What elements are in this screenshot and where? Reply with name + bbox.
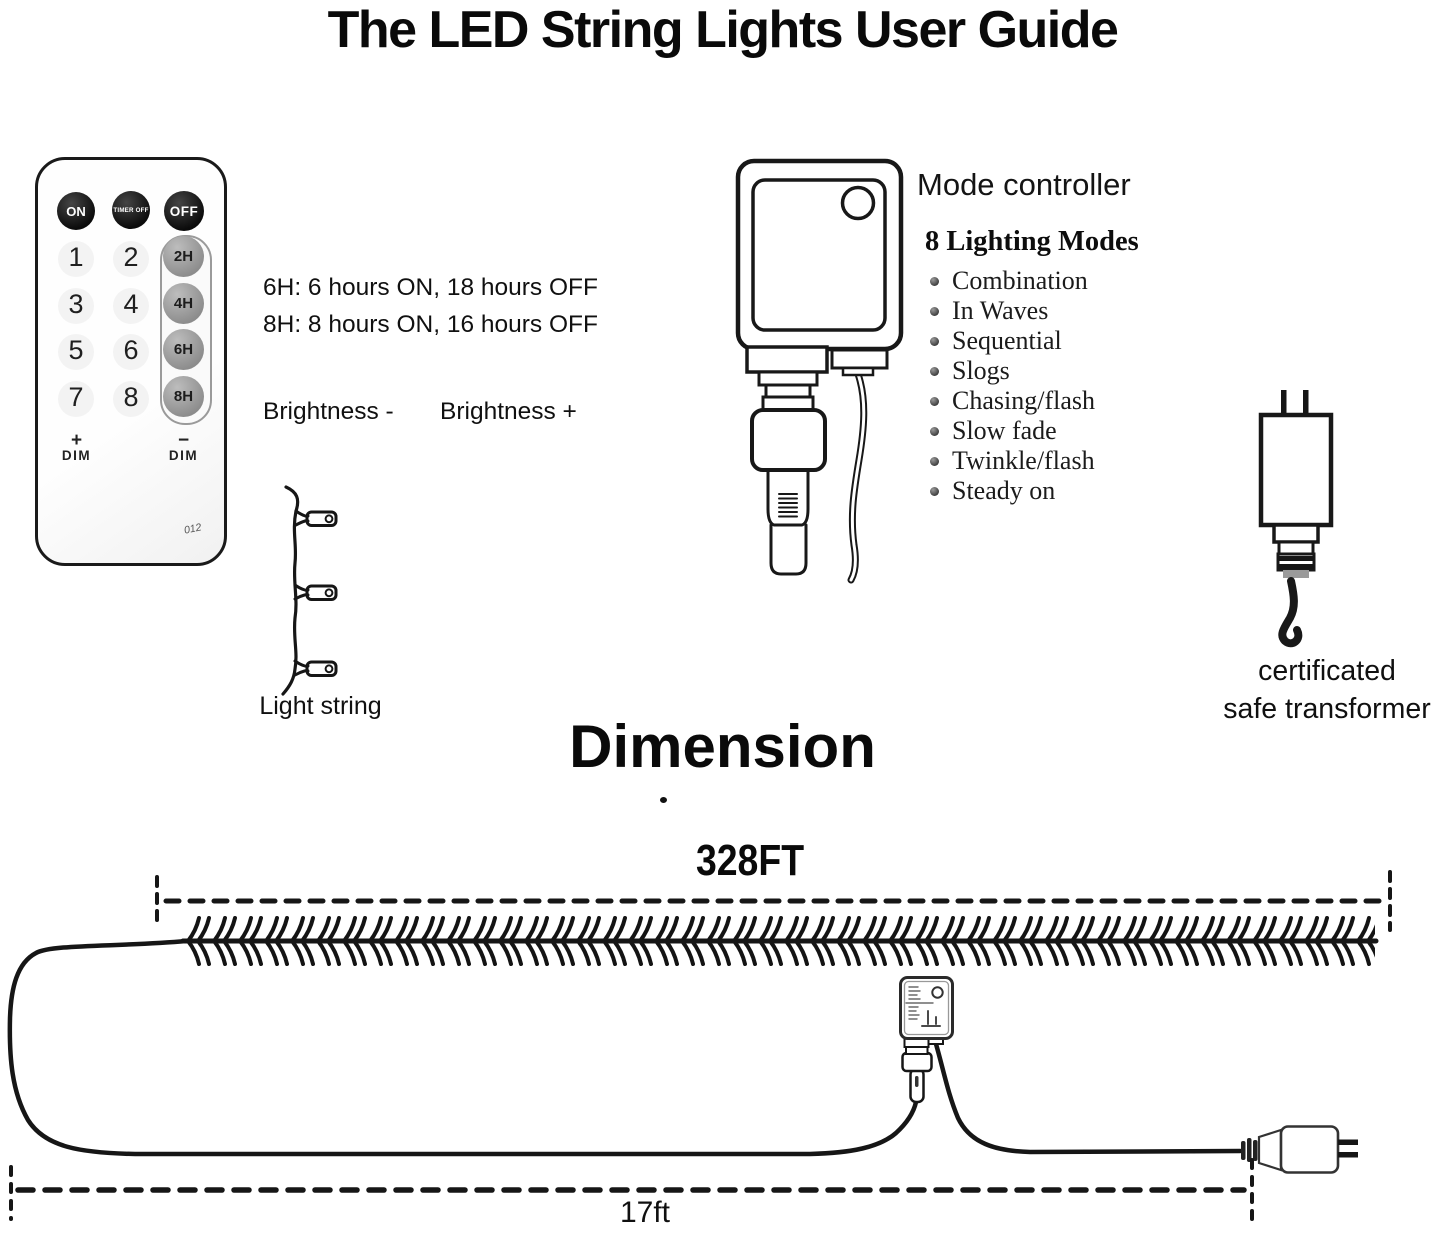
- remote-timer-off-button: TIMER OFF: [112, 191, 150, 229]
- plus-sign: +: [70, 430, 83, 451]
- prong: [1338, 1140, 1358, 1146]
- total-length-label: 328FT: [695, 836, 805, 885]
- mode-item: Twinkle/flash: [930, 446, 1095, 476]
- lighting-modes-list: [930, 266, 1095, 506]
- timer-explanation: [263, 270, 598, 343]
- dimension-title: Dimension: [569, 713, 876, 780]
- bulb: [295, 585, 336, 600]
- mode-item: Slogs: [930, 356, 1095, 386]
- remote-button-2: 2: [123, 242, 139, 272]
- controller-button: [932, 987, 942, 997]
- timer-line-6h: 6H: 6 hours ON, 18 hours OFF: [263, 274, 598, 301]
- remote-6h-button: 6H: [163, 329, 204, 370]
- dot: [660, 797, 667, 803]
- mode-item: In Waves: [930, 296, 1095, 326]
- bullet-icon: [930, 427, 939, 436]
- remote-button-1: 1: [68, 242, 84, 272]
- timer-line-8h: 8H: 8 hours ON, 16 hours OFF: [263, 310, 598, 338]
- prong: [1338, 1152, 1358, 1158]
- bullet-icon: [930, 337, 939, 346]
- bullet-icon: [930, 307, 939, 316]
- remote-button-6: 6: [123, 335, 139, 365]
- remote-button-8: 8: [123, 382, 139, 412]
- lighting-modes-heading: 8 Lighting Modes: [925, 226, 1139, 257]
- bulb: [296, 511, 336, 526]
- cable-hook: [1282, 581, 1298, 643]
- remote-2h-button: 2H: [163, 236, 204, 277]
- bulb: [295, 661, 336, 676]
- remote-off-button: OFF: [164, 191, 204, 231]
- remote-dim-up-button: + DIM: [49, 433, 104, 463]
- remote-dim-down-button: − DIM: [156, 433, 211, 463]
- remote-4h-button: 4H: [163, 283, 204, 324]
- mode-controller-title: Mode controller: [917, 167, 1131, 202]
- remote-8h-button: 8H: [163, 376, 204, 417]
- plug-ribs: [779, 494, 797, 517]
- lead-wire: [936, 1044, 1240, 1152]
- remote-control: [35, 157, 227, 566]
- mode-item: Steady on: [930, 476, 1095, 506]
- bullet-icon: [930, 367, 939, 376]
- minus-sign: −: [177, 430, 190, 451]
- page-title: The LED String Lights User Guide: [327, 1, 1118, 59]
- remote-button-5: 5: [68, 335, 84, 365]
- remote-on-button: ON: [57, 192, 95, 230]
- mode-controller-illustration: [735, 155, 915, 583]
- bullet-icon: [930, 277, 939, 286]
- mode-item: Combination: [930, 266, 1095, 296]
- remote-button-3: 3: [68, 289, 84, 319]
- lead-length-label: 17ft: [619, 1196, 671, 1229]
- remote-model-code: 012: [182, 521, 203, 537]
- light-string-illustration: [250, 483, 400, 698]
- mode-item: Chasing/flash: [930, 386, 1095, 416]
- mode-item: Sequential: [930, 326, 1095, 356]
- bullet-icon: [930, 487, 939, 496]
- remote-button-7: 7: [68, 382, 84, 412]
- remote-button-4: 4: [123, 289, 139, 319]
- transformer-label: certificated safe transformer: [1223, 655, 1431, 725]
- string-wire: [10, 941, 916, 1154]
- ac-plug: [1241, 1127, 1358, 1173]
- transformer-illustration: [1250, 385, 1365, 655]
- prong: [1303, 390, 1309, 416]
- light-string-label: Light string: [259, 692, 382, 720]
- bullet-icon: [930, 457, 939, 466]
- prong: [1281, 390, 1287, 416]
- dimension-diagram: [0, 830, 1445, 1246]
- bullet-icon: [930, 397, 939, 406]
- mode-item: Slow fade: [930, 416, 1095, 446]
- brightness-plus-label: Brightness +: [440, 398, 577, 425]
- brightness-minus-label: Brightness -: [263, 398, 394, 425]
